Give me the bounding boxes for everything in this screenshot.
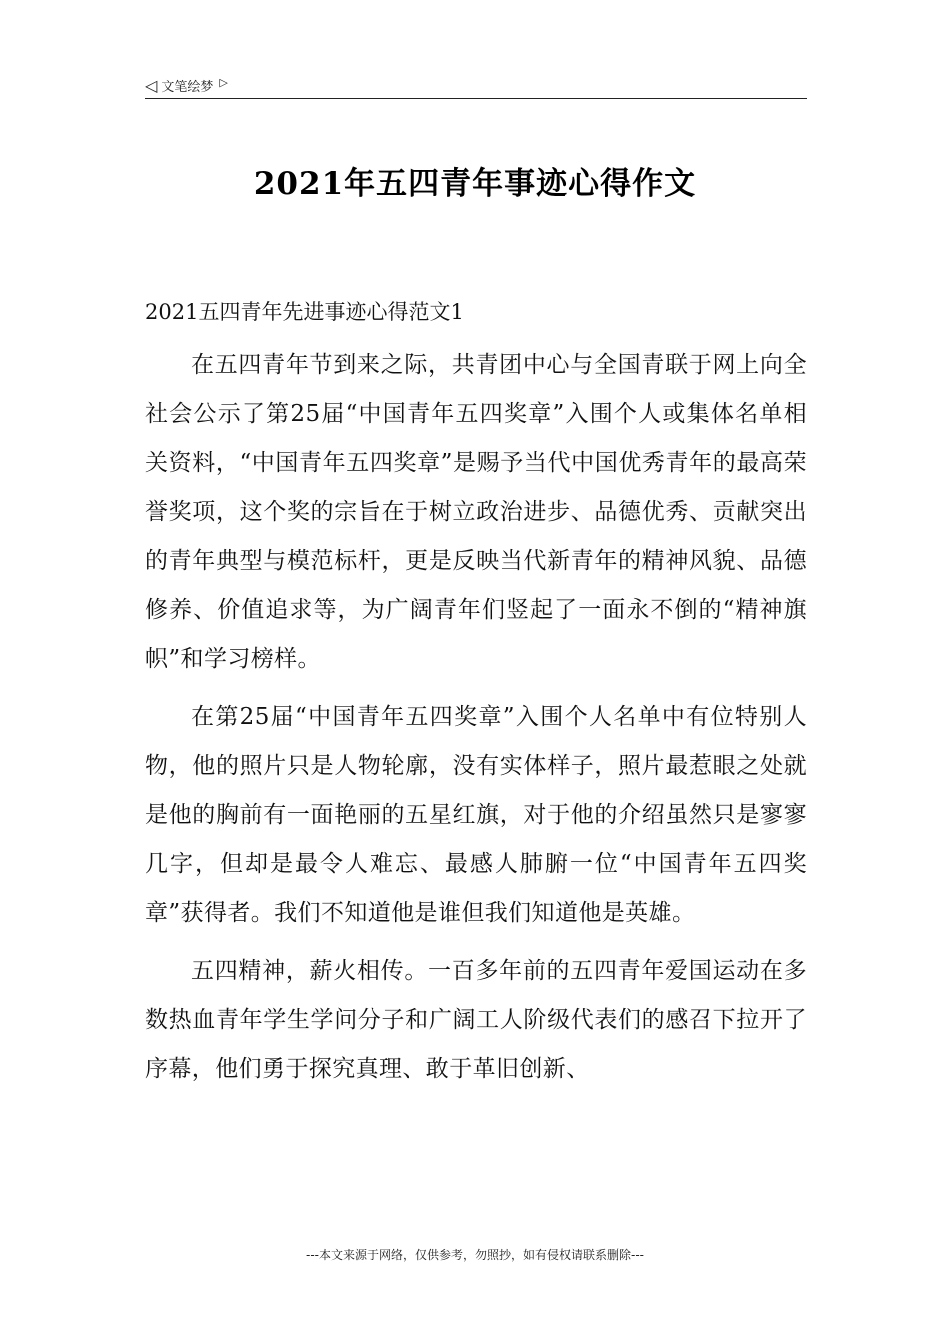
brand-name: 文笔绘梦: [161, 80, 214, 95]
triangle-right-icon: ▷: [219, 76, 228, 89]
document-body: [145, 292, 807, 1103]
footer-notice: ---本文来源于网络，仅供参考，勿照抄，如有侵权请联系删除---: [306, 1248, 644, 1262]
page-header: [145, 70, 807, 99]
header-brand: [145, 76, 228, 95]
document-title: 2021年五四青年事迹心得作文: [253, 166, 697, 202]
section-subheading: 2021五四青年先进事迹心得范文1: [145, 300, 464, 324]
paragraph: 五四精神，薪火相传。一百多年前的五四青年爱国运动在多数热血青年学生学问分子和广阔工人阶级代表们的感召下拉开了序幕，他们勇于探究真理、敢于革旧创新、: [145, 958, 807, 1082]
paragraph: 在五四青年节到来之际，共青团中心与全国青联于网上向全社会公示了第25届“中国青年五四奖章”入围个人或集体名单相关资料，“中国青年五四奖章”是赐予当代中国优秀青年的最高荣誉奖项，这个奖的宗旨在于树立政治进步、品德优秀、贡献突出的青年典型与模范标杆，更是反映当代新青年的精神风貌、品德修养、价值追求等，为广阔青年们竖起了一面永不倒的“精神旗帜”和学习榜样。: [145, 352, 807, 672]
triangle-left-icon: ◁: [145, 75, 158, 95]
paragraph: 在第25届“中国青年五四奖章”入围个人名单中有位特别人物，他的照片只是人物轮廓，没有实体样子，照片最惹眼之处就是他的胸前有一面艳丽的五星红旗，对于他的介绍虽然只是寥寥几字，但却是最令人难忘、最感人肺腑一位“中国青年五四奖章”获得者。我们不知道他是谁但我们知道他是英雄。: [145, 704, 807, 926]
